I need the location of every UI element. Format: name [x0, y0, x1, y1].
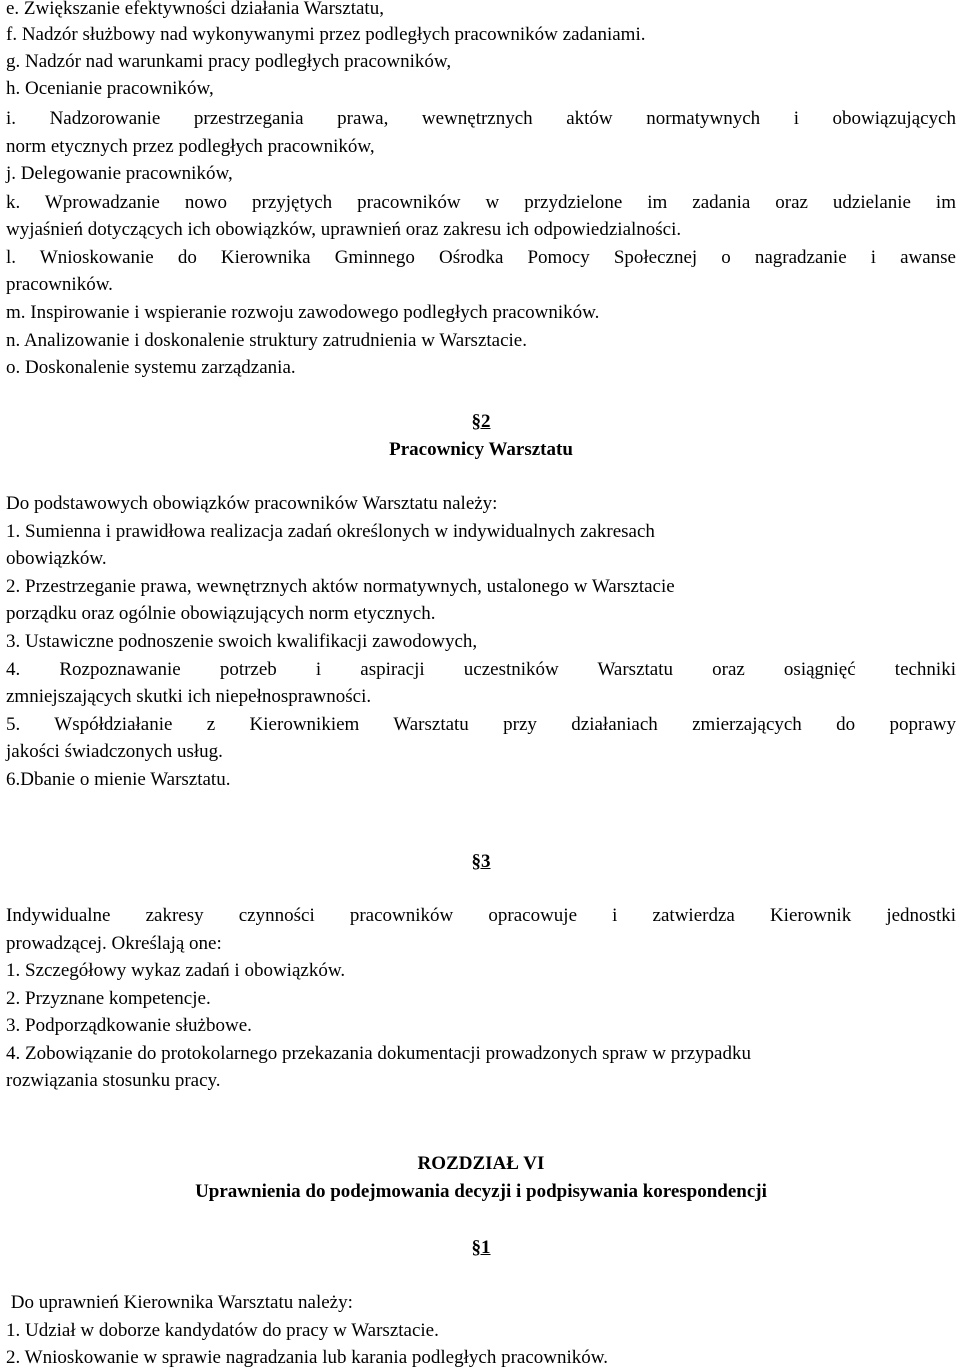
section-2-line: 4. Rozpoznawanie potrzeb i aspiracji uczestników Warsztatu oraz osiągnięć techniki: [6, 659, 956, 680]
list-item-i: i. Nadzorowanie przestrzegania prawa, wewnętrznych aktów normatywnych i obowiązujących: [6, 108, 956, 129]
list-item-h: h. Ocenianie pracowników,: [6, 78, 214, 99]
section-2-line: 5. Współdziałanie z Kierownikiem Warsztatu przy działaniach zmierzających do poprawy: [6, 714, 956, 735]
section-3-line: prowadzącej. Określają one:: [6, 933, 222, 954]
chapter-section-1-line: 1. Udział w doborze kandydatów do pracy w Warsztacie.: [6, 1320, 439, 1341]
section-2-line: obowiązków.: [6, 548, 107, 569]
chapter-subheading: Uprawnienia do podejmowania decyzji i podpisywania korespondencji: [195, 1181, 767, 1202]
list-item-k-continued: wyjaśnień dotyczących ich obowiązków, uprawnień oraz zakresu ich odpowiedzialności.: [6, 219, 682, 240]
section-2-line: 6.Dbanie o mienie Warsztatu.: [6, 769, 231, 790]
list-item-i-continued: norm etycznych przez podległych pracowników,: [6, 136, 375, 157]
section-2-line: zmniejszających skutki ich niepełnosprawności.: [6, 686, 372, 707]
section-2-title: Pracownicy Warsztatu: [389, 439, 573, 460]
section-2-number: §2: [471, 411, 491, 432]
section-3-line: 4. Zobowiązanie do protokolarnego przekazania dokumentacji prowadzonych spraw w przypadku: [6, 1043, 751, 1064]
section-3-line: 1. Szczegółowy wykaz zadań i obowiązków.: [6, 960, 346, 981]
section-2-line: 2. Przestrzeganie prawa, wewnętrznych aktów normatywnych, ustalonego w Warsztacie: [6, 576, 675, 597]
section-3-line: Indywidualne zakresy czynności pracowników opracowuje i zatwierdza Kierownik jednostki: [6, 905, 956, 926]
list-item-l-continued: pracowników.: [6, 274, 113, 295]
section-2-line: 1. Sumienna i prawidłowa realizacja zadań określonych w indywidualnych zakresach: [6, 521, 655, 542]
chapter-heading: ROZDZIAŁ VI: [417, 1153, 545, 1174]
list-item-e: e. Zwiększanie efektywności działania Warsztatu,: [6, 0, 384, 19]
section-3-number: §3: [471, 851, 491, 872]
list-item-f: f. Nadzór służbowy nad wykonywanymi przez podległych pracowników zadaniami.: [6, 24, 646, 45]
chapter-section-1-line: 2. Wnioskowanie w sprawie nagradzania lub karania podległych pracowników.: [6, 1347, 608, 1368]
list-item-j: j. Delegowanie pracowników,: [6, 163, 233, 184]
section-3-line: 2. Przyznane kompetencje.: [6, 988, 211, 1009]
section-2-line: jakości świadczonych usług.: [6, 741, 223, 762]
section-3-line: rozwiązania stosunku pracy.: [6, 1070, 221, 1091]
chapter-section-1-intro: Do uprawnień Kierownika Warsztatu należy:: [6, 1292, 353, 1313]
list-item-m: m. Inspirowanie i wspieranie rozwoju zawodowego podległych pracowników.: [6, 302, 600, 323]
section-3-line: 3. Podporządkowanie służbowe.: [6, 1015, 252, 1036]
list-item-o: o. Doskonalenie systemu zarządzania.: [6, 357, 296, 378]
section-2-line: porządku oraz ogólnie obowiązujących norm etycznych.: [6, 603, 436, 624]
list-item-k: k. Wprowadzanie nowo przyjętych pracowników w przydzielone im zadania oraz udzielanie im: [6, 192, 956, 213]
section-2-line: 3. Ustawiczne podnoszenie swoich kwalifikacji zawodowych,: [6, 631, 478, 652]
section-2-intro: Do podstawowych obowiązków pracowników Warsztatu należy:: [6, 493, 498, 514]
list-item-g: g. Nadzór nad warunkami pracy podległych pracowników,: [6, 51, 452, 72]
list-item-n: n. Analizowanie i doskonalenie struktury zatrudnienia w Warsztacie.: [6, 330, 527, 351]
chapter-section-1-number: §1: [471, 1237, 491, 1258]
list-item-l: l. Wnioskowanie do Kierownika Gminnego Ośrodka Pomocy Społecznej o nagradzanie i awanse: [6, 247, 956, 268]
